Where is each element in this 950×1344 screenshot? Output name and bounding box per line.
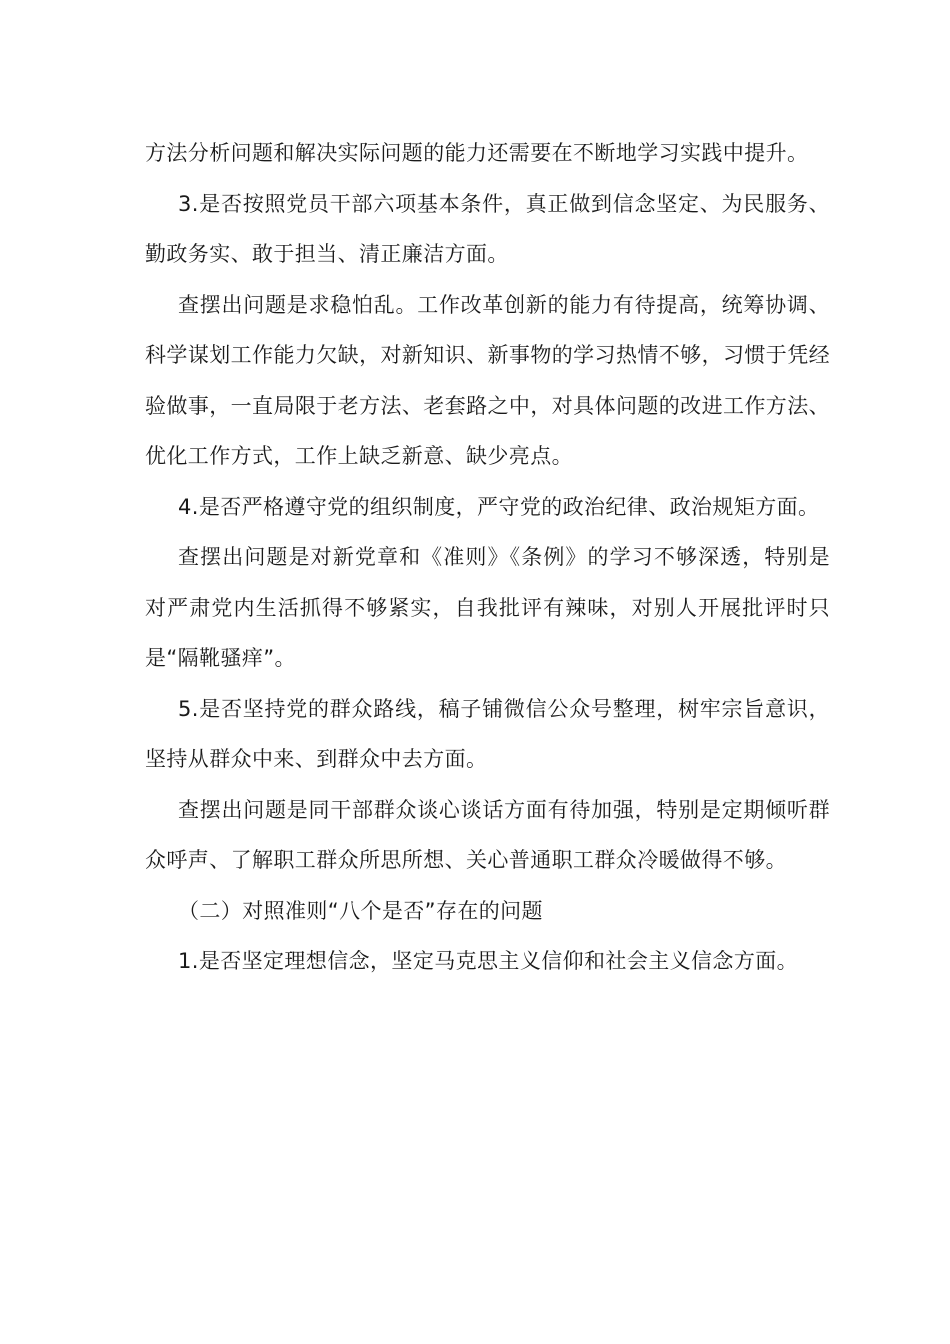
paragraph-item-3-findings: 查摆出问题是求稳怕乱。工作改革创新的能力有待提高，统筹协调、科学谋划工作能力欠缺，对新知识、新事物的学习热情不够，习惯于凭经验做事，一直局限于老方法、老套路之中，对具体问题的改进工作方法、优化工作方式，工作上缺乏新意、缺少亮点。 bbox=[145, 292, 830, 468]
paragraph-item-4-heading: 4.是否严格遵守党的组织制度，严守党的政治纪律、政治规矩方面。 bbox=[178, 494, 820, 519]
paragraph-item-4-findings: 查摆出问题是对新党章和《准则》《条例》的学习不够深透，特别是对严肃党内生活抓得不够紧实，自我批评有辣味，对别人开展批评时只是“隔靴骚痒”。 bbox=[145, 545, 830, 670]
paragraph-item-5-findings: 查摆出问题是同干部群众谈心谈话方面有待加强，特别是定期倾听群众呼声、了解职工群众所思所想、关心普通职工群众冷暖做得不够。 bbox=[145, 797, 830, 872]
paragraph-section-2-item-1: 1.是否坚定理想信念，坚定马克思主义信仰和社会主义信念方面。 bbox=[178, 949, 799, 973]
section-heading-2: （二）对照准则“八个是否”存在的问题 bbox=[178, 898, 543, 923]
paragraph-item-3-heading: 3.是否按照党员干部六项基本条件，真正做到信念坚定、为民服务、勤政务实、敢于担当、清正廉洁方面。 bbox=[145, 191, 830, 266]
document-body bbox=[145, 128, 830, 987]
paragraph-item-5-heading: 5.是否坚持党的群众路线，稿子铺微信公众号整理，树牢宗旨意识，坚持从群众中来、到群众中去方面。 bbox=[145, 696, 830, 771]
paragraph-continuation: 方法分析问题和解决实际问题的能力还需要在不断地学习实践中提升。 bbox=[145, 141, 809, 165]
